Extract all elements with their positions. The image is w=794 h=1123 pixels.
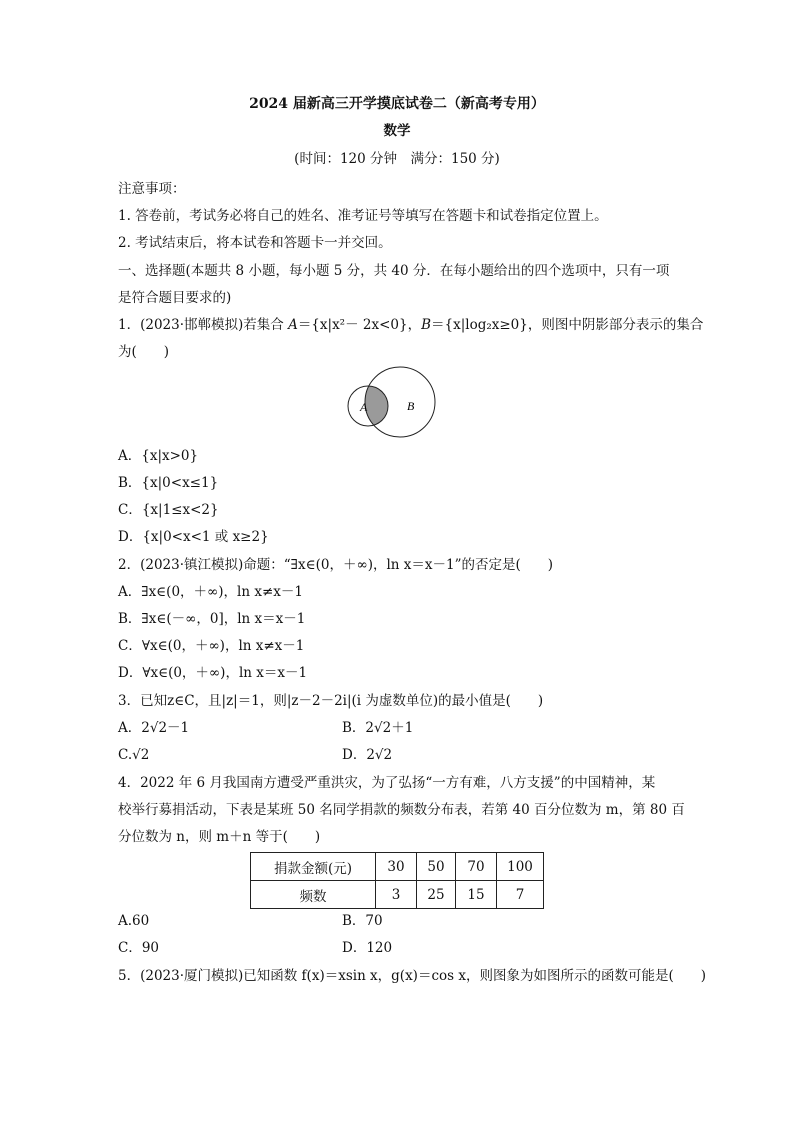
q4-stem-cont: 校举行募捐活动，下表是某班 50 名同学捐款的频数分布表，若第 40 百分位数为 m，第 80 百 — [118, 802, 685, 818]
q4-option-b: B．70 — [342, 913, 383, 929]
q2-option-c: C．∀x∈(0，＋∞)，ln x≠x－1 — [118, 638, 305, 654]
table-row — [251, 853, 544, 881]
venn-label-b: B — [407, 399, 415, 413]
table-header-cell: 频数 — [251, 881, 376, 909]
q4-stem: 4．2022 年 6 月我国南方遭受严重洪灾，为了弘扬“一方有难，八方支援”的中国精神，某 — [118, 775, 656, 791]
exam-title: 2024 届新高三开学摸底试卷二（新高考专用） — [249, 96, 545, 112]
table-cell: 30 — [376, 853, 417, 881]
q3-option-b: B．2√2＋1 — [342, 720, 414, 736]
q2-stem: 2．(2023·镇江模拟)命题：“∃x∈(0，＋∞)，ln x＝x－1”的否定是( ) — [118, 557, 554, 573]
q4-option-c: C．90 — [118, 940, 160, 956]
time-info: (时间：120 分钟 满分：150 分) — [294, 151, 500, 167]
table-cell: 7 — [497, 881, 544, 909]
q3-option-d: D．2√2 — [342, 747, 393, 763]
table-cell: 50 — [417, 853, 456, 881]
table-row — [251, 881, 544, 909]
table-cell: 70 — [456, 853, 497, 881]
table-cell: 3 — [376, 881, 417, 909]
section-heading-cont: 是符合题目要求的) — [118, 290, 232, 306]
q1-option-b: B．{x|0<x≤1} — [118, 475, 219, 491]
notes-heading: 注意事项： — [118, 181, 186, 197]
venn-diagram — [340, 364, 460, 442]
q4-stem-cont2: 分位数为 n，则 m＋n 等于( ) — [118, 829, 321, 845]
q1-stem: 1．(2023·邯郸模拟)若集合 A＝{x|x²－ 2x<0}，B＝{x|log₂x≥0}，则图中阴影部分表示的集合 — [118, 317, 704, 333]
q2-option-a: A．∃x∈(0，＋∞)，ln x≠x－1 — [118, 584, 303, 600]
q4-option-d: D．120 — [342, 940, 393, 956]
venn-label-a: A — [360, 400, 368, 414]
note-item: 1. 答卷前，考试务必将自己的姓名、准考证号等填写在答题卡和试卷指定位置上。 — [118, 208, 608, 224]
note-item: 2. 考试结束后，将本试卷和答题卡一并交回。 — [118, 235, 392, 251]
q1-option-c: C．{x|1≤x<2} — [118, 502, 219, 518]
section-heading: 一、选择题(本题共 8 小题，每小题 5 分，共 40 分．在每小题给出的四个选项中，只有一项 — [118, 263, 670, 279]
q3-option-c: C.√2 — [118, 747, 150, 763]
table-header-cell: 捐款金额(元) — [251, 853, 376, 881]
q2-option-b: B．∃x∈(－∞，0]，ln x＝x－1 — [118, 611, 306, 627]
q1-option-d: D．{x|0<x<1 或 x≥2} — [118, 529, 269, 545]
q3-stem: 3．已知z∈C，且|z|＝1，则|z－2－2i|(i 为虚数单位)的最小值是( ) — [118, 693, 544, 709]
q3-option-a: A．2√2－1 — [118, 720, 190, 736]
table-cell: 15 — [456, 881, 497, 909]
q4-option-a: A.60 — [118, 913, 150, 929]
q2-option-d: D．∀x∈(0，＋∞)，ln x＝x－1 — [118, 665, 308, 681]
table-cell: 100 — [497, 853, 544, 881]
q5-stem: 5．(2023·厦门模拟)已知函数 f(x)＝xsin x，g(x)＝cos x，则图象为如图所示的函数可能是( ) — [118, 968, 707, 984]
q1-stem-cont: 为( ) — [118, 344, 170, 360]
donation-frequency-table — [250, 852, 544, 909]
table-cell: 25 — [417, 881, 456, 909]
q1-option-a: A．{x|x>0} — [118, 448, 199, 464]
subject-title: 数学 — [383, 123, 411, 139]
